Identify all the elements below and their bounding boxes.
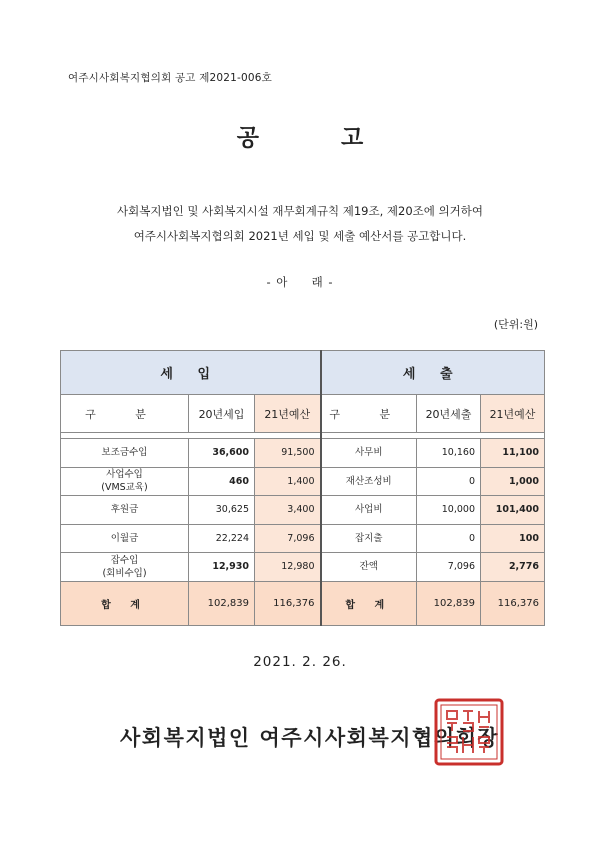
official-seal-icon [433, 697, 505, 767]
expense-prev: 0 [417, 524, 481, 553]
notice-body [0, 199, 600, 249]
income-prev: 460 [189, 467, 255, 496]
expense-total-budget: 116,376 [481, 581, 545, 625]
expense-prev: 10,160 [417, 439, 481, 468]
body-line-2: 여주시사회복지협의회 2021년 세입 및 세출 예산서를 공고합니다. [133, 229, 467, 243]
income-budget: 91,500 [255, 439, 321, 468]
signer-name: 사회복지법인 여주시사회복지협의회장 [120, 726, 500, 750]
below-heading: - 아 래 - [266, 275, 334, 289]
title-char-2: 고 [341, 125, 364, 151]
table-row [61, 496, 545, 525]
body-line-1: 사회복지법인 및 사회복지시설 재무회계규칙 제19조, 제20조에 의거하여 [117, 204, 483, 218]
income-col-prev: 20년세입 [189, 395, 255, 433]
income-total-label: 합 계 [61, 581, 189, 625]
income-total-prev: 102,839 [189, 581, 255, 625]
expense-prev: 10,000 [417, 496, 481, 525]
income-prev: 36,600 [189, 439, 255, 468]
unit-label: (단위:원) [493, 318, 538, 331]
expense-col-prev: 20년세출 [417, 395, 481, 433]
table-row [61, 553, 545, 582]
expense-prev: 7,096 [417, 553, 481, 582]
table-row [61, 467, 545, 496]
income-budget: 3,400 [255, 496, 321, 525]
expense-item: 사무비 [321, 439, 417, 468]
expense-total-prev: 102,839 [417, 581, 481, 625]
income-col-budget: 21년예산 [255, 395, 321, 433]
expense-budget: 101,400 [481, 496, 545, 525]
title-char-1: 공 [236, 125, 259, 151]
expense-item: 사업비 [321, 496, 417, 525]
expense-total-label: 합 계 [321, 581, 417, 625]
income-item: 보조금수입 [61, 439, 189, 468]
table-section-header [61, 351, 545, 395]
table-row [61, 524, 545, 553]
income-budget: 7,096 [255, 524, 321, 553]
notice-date: 2021. 2. 26. [253, 654, 347, 670]
expense-item: 재산조성비 [321, 467, 417, 496]
expense-prev: 0 [417, 467, 481, 496]
expense-header: 세 출 [321, 351, 545, 395]
page-title [0, 119, 600, 152]
expense-budget: 2,776 [481, 553, 545, 582]
income-col-label: 구 분 [61, 395, 189, 433]
income-prev: 30,625 [189, 496, 255, 525]
expense-budget: 11,100 [481, 439, 545, 468]
table-row [61, 439, 545, 468]
income-item: 후원금 [61, 496, 189, 525]
income-total-budget: 116,376 [255, 581, 321, 625]
income-prev: 22,224 [189, 524, 255, 553]
income-item: 잡수입 (회비수입) [61, 553, 189, 582]
income-budget: 1,400 [255, 467, 321, 496]
expense-item: 잔액 [321, 553, 417, 582]
budget-table [60, 350, 545, 626]
notice-number: 여주시사회복지협의회 공고 제2021-006호 [68, 72, 273, 84]
expense-item: 잡지출 [321, 524, 417, 553]
income-item: 이월금 [61, 524, 189, 553]
expense-budget: 100 [481, 524, 545, 553]
table-column-header [61, 395, 545, 433]
income-header: 세 입 [61, 351, 321, 395]
expense-col-label: 구 분 [321, 395, 417, 433]
income-prev: 12,930 [189, 553, 255, 582]
income-budget: 12,980 [255, 553, 321, 582]
expense-col-budget: 21년예산 [481, 395, 545, 433]
total-row [61, 581, 545, 625]
income-item: 사업수입 (VMS교육) [61, 467, 189, 496]
expense-budget: 1,000 [481, 467, 545, 496]
